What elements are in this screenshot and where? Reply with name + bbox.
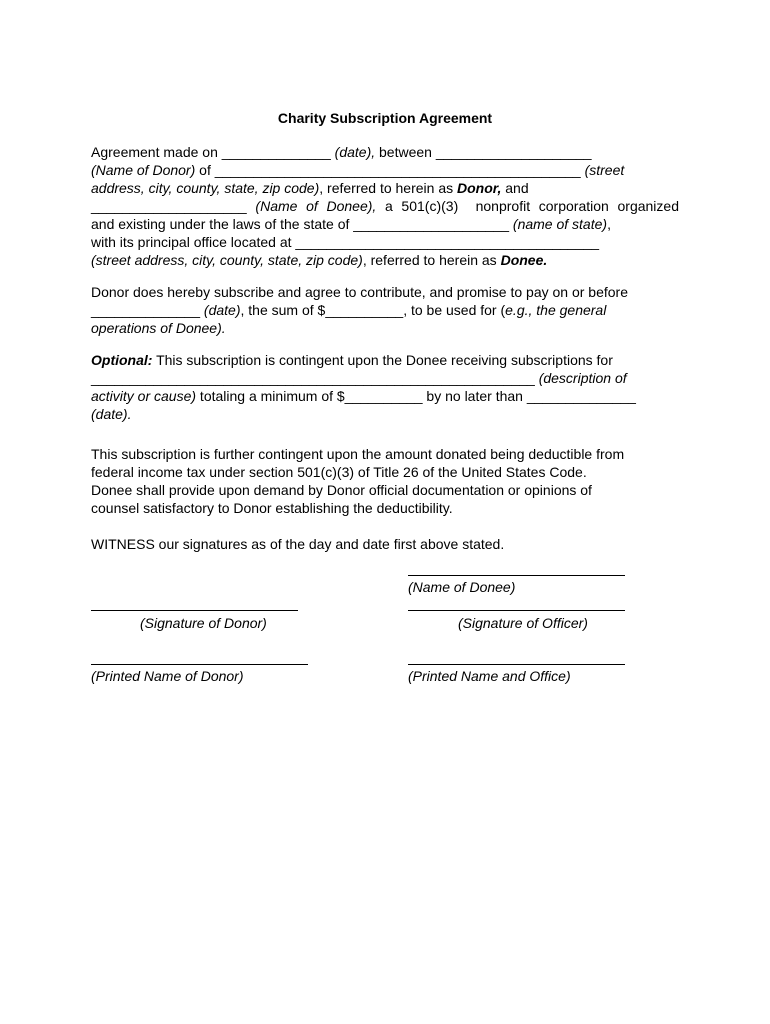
donee-name-blank: ____________________ [91, 198, 247, 214]
paragraph-line: Donor does hereby subscribe and agree to contribute, and promise to pay on or before [91, 284, 628, 300]
paragraph-line: This subscription is further contingent upon the amount donated being deductible from [91, 446, 625, 462]
paragraph-line: operations of Donee). [91, 320, 226, 336]
paragraph-line: activity or cause) totaling a minimum of $__________ by no later than ______________ [91, 388, 636, 404]
sum-blank: __________ [325, 302, 404, 318]
paragraph-line: counsel satisfactory to Donor establishing the deductibility. [91, 500, 453, 516]
paragraph-line: and existing under the laws of the state of ____________________ (name of state), [91, 216, 611, 232]
paragraph-line: ______________ (date), the sum of $__________, to be used for (e.g., the general [91, 302, 607, 318]
paragraph-line: Agreement made on ______________ (date), between ____________________ [91, 144, 592, 160]
printed-name-and-office-caption: (Printed Name and Office) [408, 668, 571, 684]
agreement-date-blank: ______________ [221, 144, 331, 160]
deductibility-paragraph [91, 445, 691, 517]
paragraph-line: _________________________________________________________ (description of [91, 370, 627, 386]
minimum-amount-blank: __________ [344, 388, 423, 404]
activity-blank: _________________________________________________________ [91, 370, 535, 386]
optional-contingency-paragraph [91, 351, 691, 423]
donor-signature-line [91, 610, 298, 611]
state-blank: ____________________ [353, 216, 510, 232]
officer-printed-name-line [408, 664, 625, 665]
signature-of-officer-caption: (Signature of Officer) [458, 615, 588, 631]
paragraph-line: (date). [91, 406, 132, 422]
paragraph-line: WITNESS our signatures as of the day and date first above stated. [91, 536, 505, 552]
donee-address-blank: _______________________________________ [295, 234, 600, 250]
paragraph-line: federal income tax under section 501(c)(3) of Title 26 of the United States Code. [91, 464, 587, 480]
donor-address-blank: _______________________________________________ [214, 162, 581, 178]
printed-name-of-donor-caption: (Printed Name of Donor) [91, 668, 244, 684]
payment-date-blank: ______________ [91, 302, 201, 318]
name-of-donee-caption: (Name of Donee) [408, 579, 516, 595]
paragraph-line: Donee shall provide upon demand by Donor official documentation or opinions of [91, 482, 592, 498]
donee-name-line [408, 575, 625, 576]
deadline-blank: ______________ [526, 388, 636, 404]
paragraph-line: Optional: This subscription is contingent upon the Donee receiving subscriptions for [91, 352, 613, 368]
officer-signature-line [408, 610, 625, 611]
paragraph-line: (street address, city, county, state, zip code), referred to herein as Donee. [91, 252, 548, 268]
paragraph-line: (Name of Donor) of _______________________________________________ (street [91, 162, 625, 178]
witness-paragraph [91, 535, 691, 553]
signature-of-donor-caption: (Signature of Donor) [140, 615, 267, 631]
paragraph-line: ____________________ (Name of Donee), a 501(c)(3) nonprofit corporation organized [91, 198, 679, 214]
document-title: Charity Subscription Agreement [277, 110, 493, 126]
paragraph-line: address, city, county, state, zip code), referred to herein as Donor, and [91, 180, 529, 196]
paragraph-line: with its principal office located at _______________________________________ [91, 234, 600, 250]
donor-name-blank: ____________________ [435, 144, 592, 160]
agreement-parties-paragraph [91, 143, 691, 269]
donor-printed-name-line [91, 664, 308, 665]
subscription-terms-paragraph [91, 283, 691, 337]
